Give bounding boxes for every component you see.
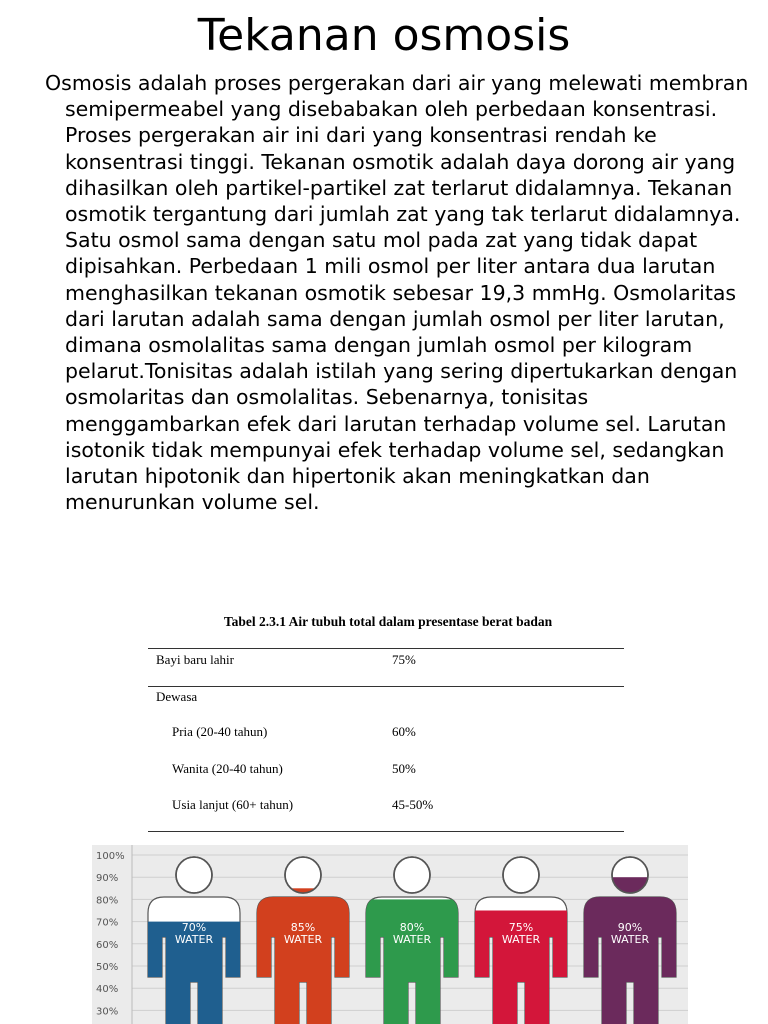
table-row xyxy=(148,724,624,742)
water-percent-label: 70% xyxy=(181,921,207,934)
person-figure xyxy=(352,857,472,1024)
water-level-fill xyxy=(352,899,472,1024)
person-figure xyxy=(461,857,581,1024)
water-level-fill xyxy=(243,888,363,1024)
table-mid-rule xyxy=(148,686,624,687)
body-water-illustration xyxy=(92,845,688,1024)
y-tick-label: 70% xyxy=(96,917,119,929)
water-word-label: WATER xyxy=(610,933,650,946)
water-word-label: WATER xyxy=(174,933,214,946)
row-value: 60% xyxy=(392,724,416,739)
y-tick-label: 80% xyxy=(96,895,119,907)
y-tick-label: 30% xyxy=(96,1006,119,1018)
table-bottom-rule xyxy=(148,831,624,832)
y-tick-label: 90% xyxy=(96,873,119,885)
water-percent-label: 90% xyxy=(617,921,643,934)
water-percent-label: 85% xyxy=(290,921,316,934)
table-row xyxy=(148,797,624,815)
y-tick-label: 40% xyxy=(96,984,119,996)
y-tick-label: 60% xyxy=(96,939,119,951)
table-row xyxy=(148,652,624,670)
row-value: 50% xyxy=(392,761,416,776)
row-value: 45-50% xyxy=(392,797,434,812)
row-label: Wanita (20-40 tahun) xyxy=(172,761,283,776)
table-caption: Tabel 2.3.1 Air tubuh total dalam presentase berat badan xyxy=(223,614,553,629)
body-paragraph: Osmosis adalah proses pergerakan dari air yang melewati membran semipermeabel yang disebabakan oleh perbedaan konsentrasi. Proses pergerakan air ini dari yang konsentrasi rendah ke konsentrasi tinggi. Tekanan osmotik adalah daya dorong air yang dihasilkan oleh partikel-partikel zat terlarut didalamnya. Tekanan osmotik tergantung dari jumlah zat yang tak terlarut didalamnya. Satu osmol sama dengan satu mol pada zat yang tidak dapat dipisahkan. Perbedaan 1 mili osmol per liter antara dua larutan menghasilkan tekanan osmotik sebesar 19,3 mmHg. Osmolaritas dari larutan adalah sama dengan jumlah osmol per liter larutan, dimana osmolalitas sama dengan jumlah osmol per kilogram pelarut.Tonisitas adalah istilah yang sering dipertukarkan dengan osmolaritas dan osmolalitas. Sebenarnya, tonisitas menggambarkan efek dari larutan terhadap volume sel. Larutan isotonik tidak mempunyai efek terhadap volume sel, sedangkan larutan hipotonik dan hipertonik akan meningkatkan dan menurunkan volume sel. xyxy=(45,71,749,515)
page-title: Tekanan osmosis xyxy=(197,10,571,61)
person-figure xyxy=(134,857,254,1024)
water-word-label: WATER xyxy=(283,933,323,946)
row-label: Pria (20-40 tahun) xyxy=(172,724,268,739)
row-label: Bayi baru lahir xyxy=(156,652,234,667)
table-row xyxy=(148,689,624,707)
person-figure xyxy=(243,857,363,1024)
y-tick-label: 50% xyxy=(96,962,119,973)
person-figure xyxy=(570,857,688,1024)
row-value: 75% xyxy=(392,652,416,667)
water-percent-label: 75% xyxy=(508,921,534,934)
water-percentage-figure xyxy=(92,845,688,1024)
table-top-rule xyxy=(148,648,624,649)
row-label: Dewasa xyxy=(156,689,198,704)
y-tick-label: 100% xyxy=(96,851,125,862)
water-percent-label: 80% xyxy=(399,921,425,934)
row-label: Usia lanjut (60+ tahun) xyxy=(172,797,294,812)
water-word-label: WATER xyxy=(392,933,432,946)
body-water-table xyxy=(148,600,628,840)
table-row xyxy=(148,761,624,779)
water-word-label: WATER xyxy=(501,933,541,946)
